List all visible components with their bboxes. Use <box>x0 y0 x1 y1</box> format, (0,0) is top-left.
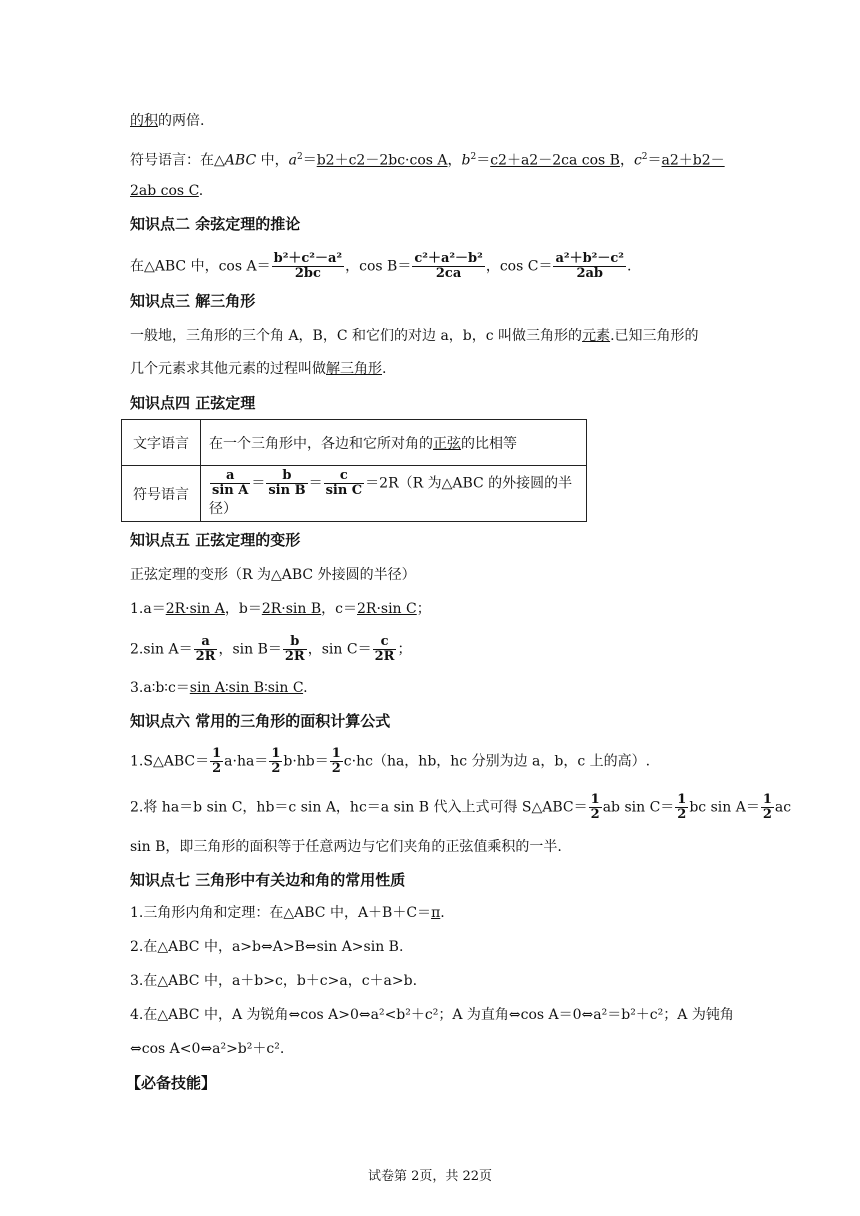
text: 在△ABC 中， <box>130 258 219 275</box>
denominator: 2 <box>212 761 222 776</box>
text: b·hb＝ <box>283 753 329 770</box>
fraction <box>283 635 307 664</box>
text: ＝2R（R 为△ABC 的外接圆的半径） <box>209 475 573 517</box>
denominator: 2ca <box>435 266 462 281</box>
text-line: ⇔cos A<0⇔a²>b²＋c². <box>130 1041 285 1057</box>
text-line <box>130 902 445 924</box>
underlined-answer: 2R·sin A <box>165 601 225 617</box>
fraction <box>324 469 365 498</box>
text: .已知三角形的 <box>610 328 699 344</box>
numerator: 1 <box>762 792 772 807</box>
text: ，sin B＝ <box>218 641 282 658</box>
underlined-answer: 2ab cos C <box>130 183 199 199</box>
denominator: 2R <box>284 649 305 664</box>
underlined-answer: a2＋b2－ <box>661 152 725 169</box>
text-line <box>130 325 699 347</box>
fraction-half <box>589 793 602 822</box>
table-value: $\frac{a}{\text{sin A}}$ ＝ $\frac{b}{\text{sin B}}$ ＝ $\frac{c}{\text{sin C}}$ ＝2R（R 为△ABC 的外接圆的半径） <box>201 466 587 522</box>
denominator: 2bc <box>294 266 321 281</box>
text: bc sin A＝ <box>689 799 760 816</box>
underlined-answer: sin A∶sin B∶sin C <box>189 680 304 696</box>
text-line <box>130 598 431 620</box>
fraction <box>210 469 250 498</box>
text: cos A＝ <box>218 258 271 275</box>
text-line: sin B，即三角形的面积等于任意两边与它们夹角的正弦值乘积的一半. <box>130 839 562 855</box>
text: 几个元素求其他元素的过程叫做 <box>130 361 326 377</box>
table-row <box>122 466 587 522</box>
fraction <box>412 252 485 281</box>
text: 在一个三角形中，各边和它所对角的 <box>209 435 433 452</box>
underlined-answer: b2＋c2－2bc·cos A <box>316 152 448 169</box>
underlined-answer: c2＋a2－2ca cos B <box>490 152 620 169</box>
section-heading: 知识点五 正弦定理的变形 <box>130 531 301 549</box>
numerator: a²＋b²－c² <box>555 251 624 266</box>
text: ，cos B＝ <box>345 258 412 275</box>
numerator: c²＋a²－b² <box>414 251 483 266</box>
table-value <box>201 420 587 466</box>
fraction <box>272 252 345 281</box>
text-line <box>130 110 204 132</box>
text-line: 3.在△ABC 中，a＋b>c，b＋c>a，c＋a>b. <box>130 973 418 989</box>
denominator: sin B <box>268 483 306 498</box>
underlined-answer: 元素 <box>582 328 611 344</box>
denominator: 2 <box>331 761 341 776</box>
denominator: 2 <box>271 761 281 776</box>
formula-line <box>130 747 650 776</box>
numerator: 1 <box>590 792 600 807</box>
text-line: 正弦定理的变形（R 为△ABC 外接圆的半径） <box>130 567 416 583</box>
text: 一般地，三角形的三个角 A，B，C 和它们的对边 a，b，c 叫做三角形的 <box>130 328 583 344</box>
denominator: sin A <box>212 483 249 498</box>
text: 中， <box>256 152 289 169</box>
numerator: 1 <box>331 746 341 761</box>
numerator: c <box>324 469 365 484</box>
fraction-half <box>210 747 223 776</box>
text: ，sin C＝ <box>307 641 372 658</box>
section-heading: 知识点四 正弦定理 <box>130 394 256 412</box>
underlined-answer: 的积 <box>130 113 158 129</box>
denominator: sin C <box>325 483 363 498</box>
text: . <box>440 905 445 921</box>
underlined-answer: 解三角形 <box>326 361 382 377</box>
fraction <box>194 635 218 664</box>
numerator: b <box>266 469 307 484</box>
text: a·ha＝ <box>224 753 269 770</box>
page-footer: 试卷第 2页，共 22页 <box>367 1169 493 1184</box>
denominator: 2ab <box>576 266 603 281</box>
text: . <box>303 680 308 696</box>
numerator: b <box>283 635 307 650</box>
section-heading: 【必备技能】 <box>126 1074 217 1092</box>
table-key: 文字语言 <box>122 420 201 466</box>
text-line <box>130 358 386 380</box>
text-line <box>130 677 308 699</box>
numerator: c <box>373 635 397 650</box>
formula-line <box>130 793 791 822</box>
text: 的两倍. <box>158 113 205 129</box>
text: ac <box>774 799 792 816</box>
numerator: 1 <box>271 746 281 761</box>
text: 2.将 ha＝b sin C，hb＝c sin A，hc＝a sin B 代入上式可得 S△ABC＝ <box>130 799 588 816</box>
numerator: 1 <box>677 792 687 807</box>
text: ； <box>397 641 412 658</box>
table-row <box>122 420 587 466</box>
fraction-half <box>330 747 343 776</box>
denominator: 2 <box>677 807 687 822</box>
fraction <box>553 252 626 281</box>
fraction <box>373 635 397 664</box>
text: ，c＝ <box>321 601 357 617</box>
text: ； <box>416 601 431 617</box>
numerator: b²＋c²－a² <box>273 251 343 266</box>
denominator: 2R <box>195 649 216 664</box>
numerator: a <box>210 469 250 484</box>
sine-law-table <box>121 419 587 522</box>
underlined-answer: 正弦 <box>433 435 461 452</box>
text: 3.a∶b∶c＝ <box>130 680 190 696</box>
table-key: 符号语言 <box>122 466 201 522</box>
denominator: 2R <box>374 649 395 664</box>
text: 1.S△ABC＝ <box>130 753 210 770</box>
section-heading: 知识点二 余弦定理的推论 <box>130 215 301 233</box>
underlined-answer: π <box>431 905 441 921</box>
text: 符号语言：在△ <box>130 152 225 169</box>
text: ，b＝ <box>224 601 262 617</box>
formula-line <box>130 252 631 281</box>
fraction <box>266 469 307 498</box>
fraction-half <box>675 793 688 822</box>
section-heading: 知识点三 解三角形 <box>130 292 256 310</box>
section-heading: 知识点七 三角形中有关边和角的常用性质 <box>130 871 406 889</box>
fraction-half <box>269 747 282 776</box>
text-line: 符号语言：在△ABC 中，$a^2=b2+c2-2bc\cdot\cos$ A，$b^2=c2+a2-2ca$ cos B，$c^2=a2+b2-$ <box>130 152 725 169</box>
section-heading: 知识点六 常用的三角形的面积计算公式 <box>130 712 391 730</box>
text: 2.sin A＝ <box>130 641 193 658</box>
formula-line <box>130 635 411 664</box>
denominator: 2 <box>762 807 772 822</box>
underlined-answer: 2R·sin B <box>261 601 322 617</box>
text: . <box>626 258 632 275</box>
text: ，cos C＝ <box>485 258 553 275</box>
text: 的比相等 <box>461 435 517 452</box>
numerator: 1 <box>212 746 222 761</box>
text: ABC <box>224 152 257 169</box>
text: ab sin C＝ <box>602 799 675 816</box>
text-line: 2ab cos C. <box>130 183 204 199</box>
text-line: 2.在△ABC 中，a>b⇔A>B⇔sin A>sin B. <box>130 939 404 955</box>
text: . <box>382 361 387 377</box>
text-line: 4.在△ABC 中，A 为锐角⇔cos A>0⇔a²<b²＋c²；A 为直角⇔cos A＝0⇔a²＝b²＋c²；A 为钝角 <box>130 1007 734 1023</box>
denominator: 2 <box>590 807 600 822</box>
text: 1.a＝ <box>130 601 166 617</box>
fraction-half <box>761 793 774 822</box>
underlined-answer: 2R·sin C <box>357 601 417 617</box>
text: c·hc（ha，hb，hc 分别为边 a，b，c 上的高）. <box>343 753 651 770</box>
numerator: a <box>194 635 218 650</box>
text: 1.三角形内角和定理：在△ABC 中，A＋B＋C＝ <box>130 905 432 921</box>
